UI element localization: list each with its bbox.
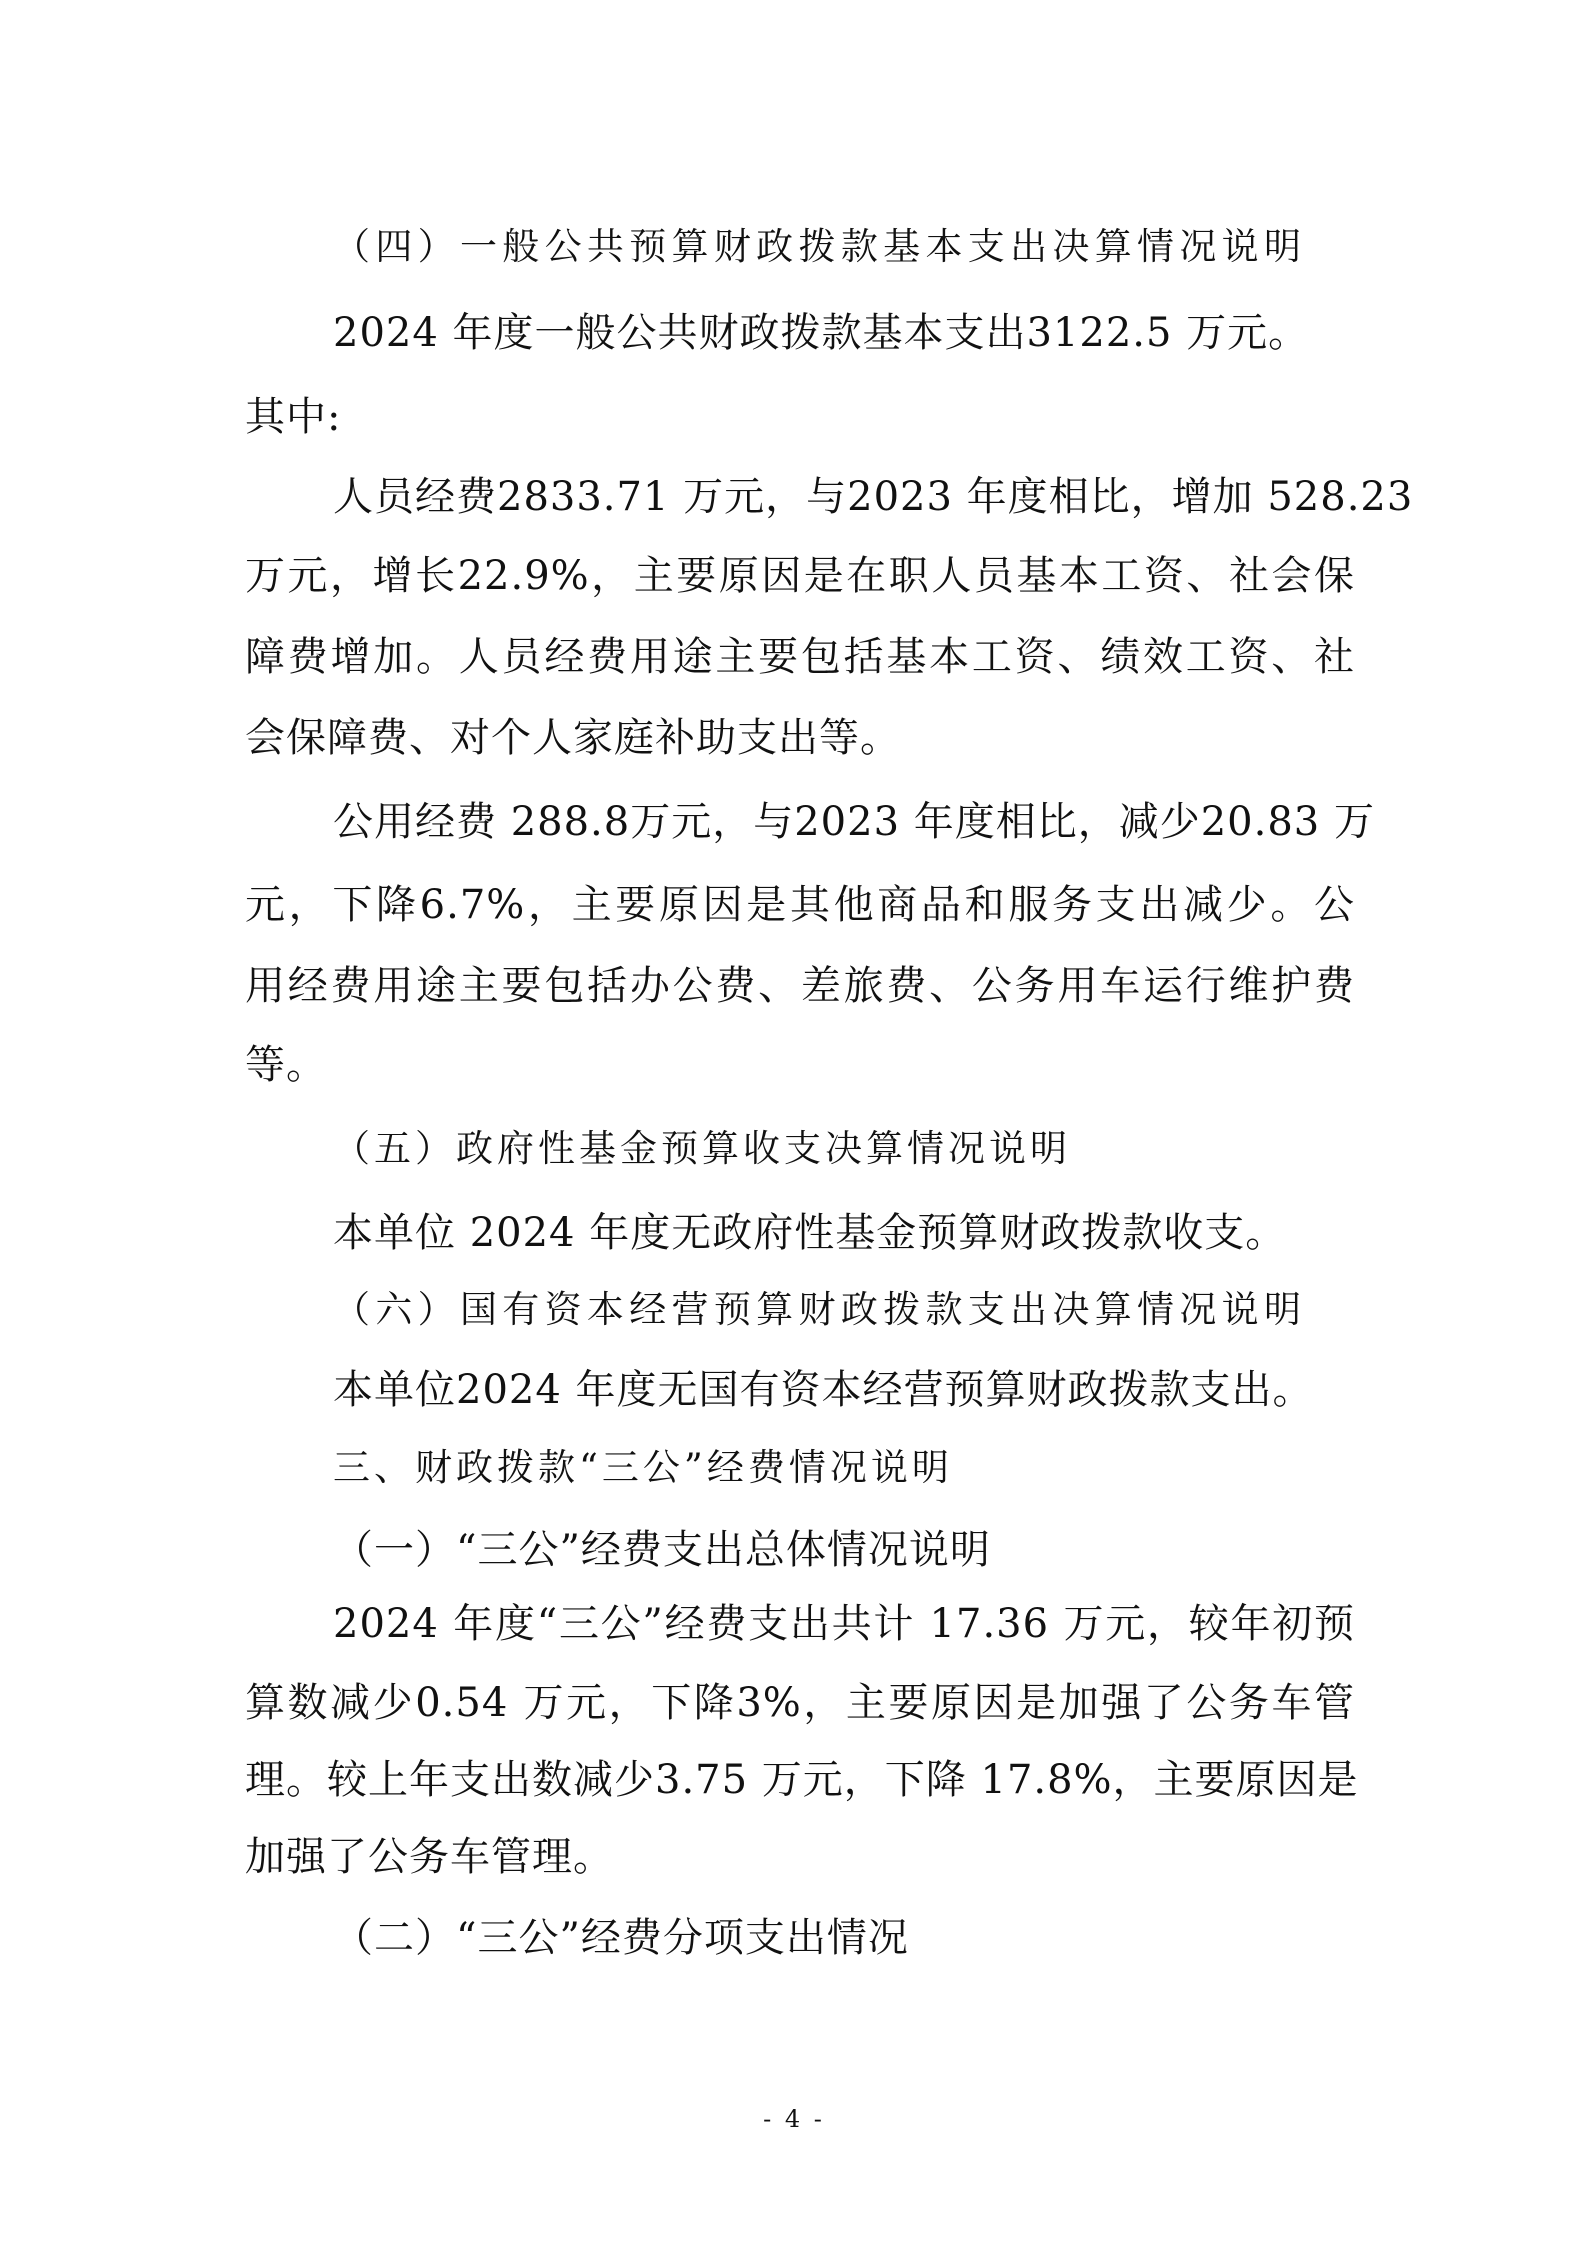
chapter-heading-3: 三、财政拨款“三公”经费情况说明 xyxy=(333,1446,953,1489)
paragraph-line: 会保障费、对个人家庭补助支出等。 xyxy=(245,715,901,761)
section-heading-6: （六）国有资本经营预算财政拨款支出决算情况说明 xyxy=(333,1288,1305,1331)
paragraph-line: 2024 年度一般公共财政拨款基本支出3122.5 万元。 xyxy=(333,310,1310,356)
section-heading-3-1: （一）“三公”经费支出总体情况说明 xyxy=(333,1527,991,1573)
paragraph-line: 2024 年度“三公”经费支出共计 17.36 万元，较年初预 xyxy=(333,1601,1355,1647)
paragraph-line: 用经费用途主要包括办公费、差旅费、公务用车运行维护费 xyxy=(245,963,1355,1009)
paragraph-line: 元，下降6.7%，主要原因是其他商品和服务支出减少。公 xyxy=(245,882,1355,928)
paragraph-line: 本单位2024 年度无国有资本经营预算财政拨款支出。 xyxy=(333,1367,1314,1413)
paragraph-line: 算数减少0.54 万元，下降3%，主要原因是加强了公务车管 xyxy=(245,1680,1355,1726)
paragraph-line: 人员经费2833.71 万元，与2023 年度相比，增加 528.23 xyxy=(333,474,1414,520)
page-number: - 4 - xyxy=(763,2105,825,2133)
paragraph-line: 公用经费 288.8万元，与2023 年度相比，减少20.83 万 xyxy=(333,799,1375,845)
section-heading-3-2: （二）“三公”经费分项支出情况 xyxy=(333,1915,909,1961)
section-heading-4: （四）一般公共预算财政拨款基本支出决算情况说明 xyxy=(333,225,1305,268)
paragraph-line: 等。 xyxy=(245,1042,327,1088)
paragraph-line: 本单位 2024 年度无政府性基金预算财政拨款收支。 xyxy=(333,1210,1287,1256)
section-heading-5: （五）政府性基金预算收支决算情况说明 xyxy=(333,1127,1071,1170)
paragraph-line: 其中: xyxy=(245,394,342,440)
paragraph-line: 理。较上年支出数减少3.75 万元，下降 17.8%，主要原因是 xyxy=(245,1757,1359,1803)
paragraph-line: 障费增加。人员经费用途主要包括基本工资、绩效工资、社 xyxy=(245,634,1355,680)
paragraph-line: 万元，增长22.9%，主要原因是在职人员基本工资、社会保 xyxy=(245,553,1355,599)
paragraph-line: 加强了公务车管理。 xyxy=(245,1834,614,1880)
